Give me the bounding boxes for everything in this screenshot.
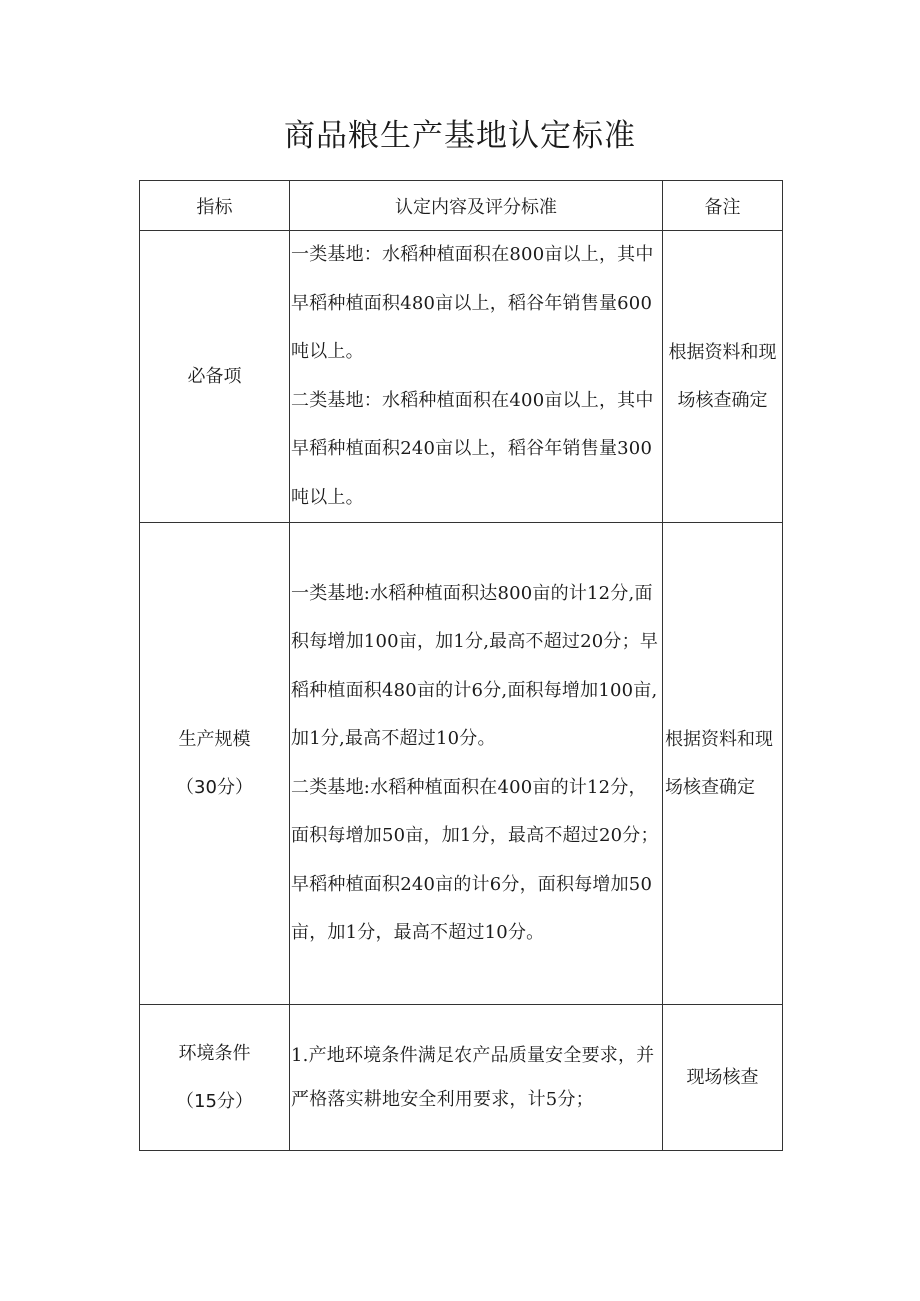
- criteria-cell: [290, 523, 663, 1005]
- indicator-label: 生产规模: [178, 728, 251, 750]
- indicator-cell: [140, 1005, 290, 1151]
- criteria-table: [139, 180, 783, 1151]
- criteria-paragraph: 一类基地：水稻种植面积在800亩以上，其中早稻种植面积480亩以上，稻谷年销售量600吨以上。: [291, 244, 654, 362]
- criteria-cell: [290, 1005, 663, 1151]
- table-header-row: [140, 181, 783, 231]
- criteria-paragraph: 二类基地:水稻种植面积在400亩的计12分，面积每增加50亩，加1分，最高不超过20分；早稻种植面积240亩的计6分，面积每增加50亩，加1分，最高不超过10分。: [291, 776, 659, 943]
- note-cell: 根据资料和现场核查确定: [663, 231, 783, 523]
- criteria-paragraph: 二类基地：水稻种植面积在400亩以上，其中早稻种植面积240亩以上，稻谷年销售量300吨以上。: [291, 389, 654, 508]
- table-row: [140, 523, 783, 1005]
- header-indicator: 指标: [140, 181, 290, 231]
- table-row: [140, 231, 783, 523]
- note-cell: 根据资料和现场核查确定: [663, 523, 783, 1005]
- indicator-label: 必备项: [187, 365, 242, 387]
- document-title: 商品粮生产基地认定标准: [284, 118, 636, 154]
- header-note: 备注: [663, 181, 783, 231]
- indicator-cell: [140, 523, 290, 1005]
- indicator-label: 环境条件: [178, 1042, 251, 1064]
- criteria-paragraph: 一类基地:水稻种植面积达800亩的计12分,面积每增加100亩，加1分,最高不超过20分；早稻种植面积480亩的计6分,面积每增加100亩,加1分,最高不超过10分。: [291, 582, 659, 749]
- criteria-paragraph: 1.产地环境条件满足农产品质量安全要求，并严格落实耕地安全利用要求，计5分；: [291, 1044, 655, 1110]
- indicator-score: （30分）: [176, 776, 253, 798]
- header-criteria: 认定内容及评分标准: [290, 181, 663, 231]
- indicator-score: （15分）: [176, 1090, 253, 1112]
- indicator-cell: [140, 231, 290, 523]
- note-cell: 现场核查: [663, 1005, 783, 1151]
- table-row: [140, 1005, 783, 1151]
- criteria-cell: [290, 231, 663, 523]
